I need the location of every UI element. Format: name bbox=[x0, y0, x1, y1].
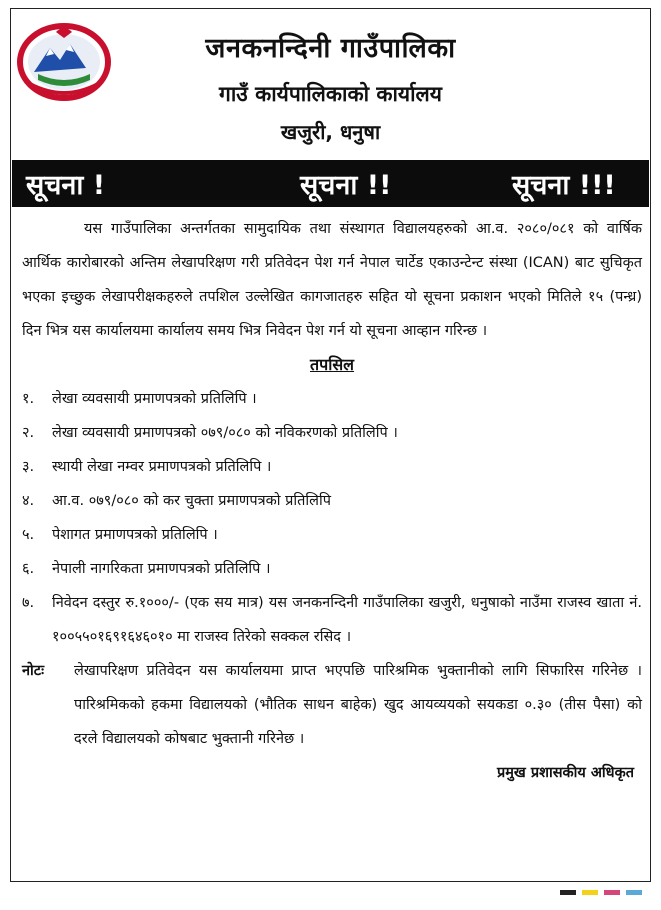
signature: प्रमुख प्रशासकीय अधिकृत bbox=[497, 765, 634, 781]
list-item bbox=[22, 552, 642, 586]
item-text: निवेदन दस्तुर रु.१०००/- (एक सय मात्र) यस जनकनन्दिनी गाउँपालिका खजुरी, धनुषाको नाउँमा राजस्व खाता नं. १००५५०१६९१६४६०१० मा राजस्व तिरेको सक्कल रसिद । bbox=[52, 595, 642, 645]
swatch-black bbox=[560, 890, 576, 895]
note-text: लेखापरिक्षण प्रतिवेदन यस कार्यालयमा प्राप्त भएपछि पारिश्रमिक भुक्तानीको लागि सिफारिस गरिनेछ । पारिश्रमिकको हकमा विद्यालयको (भौतिक साधन बाहेक) खुद आयव्ययको सयकडा ०.३० (तीस पैसा) को दरले विद्यालयको कोषबाट भुक्तानी गरिनेछ । bbox=[74, 663, 642, 747]
location: खजुरी, धनुषा bbox=[280, 120, 381, 144]
list-item bbox=[22, 518, 642, 552]
item-number: २. bbox=[22, 425, 35, 441]
list-item bbox=[22, 484, 642, 518]
office-name: गाउँ कार्यपालिकाको कार्यालय bbox=[219, 82, 442, 106]
banner-word-1: सूचना ! bbox=[26, 170, 106, 201]
item-text: स्थायी लेखा नम्वर प्रमाणपत्रको प्रतिलिपि । bbox=[52, 459, 272, 475]
item-number: ३. bbox=[22, 459, 35, 475]
org-name: जनकनन्दिनी गाउँपालिका bbox=[205, 33, 456, 64]
item-number: ६. bbox=[22, 561, 35, 577]
item-text: पेशागत प्रमाणपत्रको प्रतिलिपि । bbox=[52, 527, 218, 543]
notice-banner bbox=[12, 160, 649, 207]
item-number: १. bbox=[22, 391, 35, 407]
item-number: ४. bbox=[22, 493, 35, 509]
swatch-yellow bbox=[582, 890, 598, 895]
notice-body bbox=[22, 212, 642, 790]
swatch-cyan bbox=[626, 890, 642, 895]
notice-paragraph: यस गाउँपालिका अन्तर्गतका सामुदायिक तथा संस्थागत विद्यालयहरुको आ.व. २०८०/०८१ को वार्षिक आर्थिक कारोबारको अन्तिम लेखापरिक्षण गरी प्रतिवेदन पेश गर्न नेपाल चार्टेड एकाउन्टेन्ट संस्था (ICAN) बाट सुचिकृत भएका इच्छुक लेखापरीक्षकहरुले तपशिल उल्लेखित कागजातहरु सहित यो सूचना प्रकाशन भएको मितिले १५ (पन्ध्र) दिन भित्र यस कार्यालयमा कार्यालय समय भित्र निवेदन पेश गर्न यो सूचना आव्हान गरिन्छ । bbox=[22, 221, 642, 339]
list-item bbox=[22, 586, 642, 654]
item-text: लेखा व्यवसायी प्रमाणपत्रको ०७९/०८० को नविकरणको प्रतिलिपि । bbox=[52, 425, 398, 441]
item-text: आ.व. ०७९/०८० को कर चुक्ता प्रमाणपत्रको प्रतिलिपि bbox=[52, 493, 331, 509]
item-text: नेपाली नागरिकता प्रमाणपत्रको प्रतिलिपि । bbox=[52, 561, 271, 577]
item-number: ५. bbox=[22, 527, 35, 543]
print-color-swatches bbox=[560, 890, 642, 895]
details-subheading: तपसिल bbox=[309, 355, 355, 374]
item-number: ७. bbox=[22, 595, 35, 611]
list-item bbox=[22, 382, 642, 416]
swatch-magenta bbox=[604, 890, 620, 895]
banner-word-2: सूचना !! bbox=[300, 170, 392, 201]
list-item bbox=[22, 416, 642, 450]
banner-word-3: सूचना !!! bbox=[512, 170, 616, 201]
note-block bbox=[22, 654, 642, 756]
note-label: नोटः bbox=[22, 663, 45, 679]
list-item bbox=[22, 450, 642, 484]
item-text: लेखा व्यवसायी प्रमाणपत्रको प्रतिलिपि । bbox=[52, 391, 257, 407]
